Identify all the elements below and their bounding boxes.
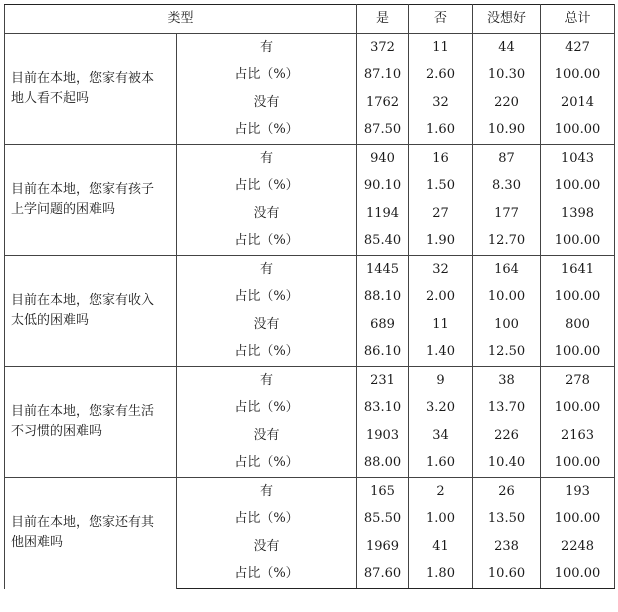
- table-row: [5, 367, 615, 395]
- row-label: 有: [177, 478, 357, 506]
- cell-undecided: 10.40: [473, 450, 541, 478]
- cell-yes: 940: [357, 145, 409, 173]
- question-text-line1: 目前在本地，您家还有其: [11, 515, 155, 531]
- cell-undecided: 38: [473, 367, 541, 395]
- row-label: 占比（%）: [177, 506, 357, 534]
- table-header-row: [5, 5, 615, 34]
- row-label: 没有: [177, 422, 357, 450]
- row-label: 占比（%）: [177, 117, 357, 145]
- cell-no: 1.60: [409, 450, 473, 478]
- cell-yes: 1445: [357, 256, 409, 284]
- cell-undecided: 226: [473, 422, 541, 450]
- cell-total: 100.00: [541, 117, 615, 145]
- cell-yes: 85.50: [357, 506, 409, 534]
- header-type: 类型: [5, 5, 357, 34]
- row-label: 占比（%）: [177, 173, 357, 201]
- question-text-line1: 目前在本地，您家有被本: [11, 71, 155, 86]
- question-cell: [5, 34, 177, 145]
- cell-no: 27: [409, 200, 473, 228]
- cell-undecided: 238: [473, 533, 541, 561]
- question-text-line2: 太低的困难吗: [11, 313, 90, 328]
- cell-no: 2: [409, 478, 473, 506]
- cell-undecided: 13.50: [473, 506, 541, 534]
- table-row: [5, 34, 615, 62]
- cell-total: 800: [541, 311, 615, 339]
- table-row: [5, 478, 615, 506]
- cell-no: 2.00: [409, 284, 473, 312]
- cell-total: 100.00: [541, 284, 615, 312]
- cell-total: 100.00: [541, 506, 615, 534]
- cell-total: 100.00: [541, 395, 615, 423]
- cell-undecided: 26: [473, 478, 541, 506]
- cell-no: 1.00: [409, 506, 473, 534]
- cell-undecided: 12.50: [473, 339, 541, 367]
- cell-undecided: 10.60: [473, 561, 541, 589]
- row-label: 占比（%）: [177, 395, 357, 423]
- cell-yes: 87.10: [357, 62, 409, 90]
- cell-yes: 1762: [357, 89, 409, 117]
- cell-yes: 90.10: [357, 173, 409, 201]
- cell-no: 1.40: [409, 339, 473, 367]
- cell-no: 32: [409, 89, 473, 117]
- question-text-line1: 目前在本地，您家有孩子: [11, 182, 155, 197]
- header-yes: 是: [357, 5, 409, 34]
- row-label: 有: [177, 145, 357, 173]
- cell-no: 9: [409, 367, 473, 395]
- difficulty-survey-table: [4, 4, 615, 589]
- cell-yes: 1969: [357, 533, 409, 561]
- cell-yes: 1903: [357, 422, 409, 450]
- cell-total: 278: [541, 367, 615, 395]
- row-label: 占比（%）: [177, 339, 357, 367]
- cell-undecided: 177: [473, 200, 541, 228]
- row-label: 有: [177, 256, 357, 284]
- cell-yes: 372: [357, 34, 409, 62]
- row-label: 没有: [177, 311, 357, 339]
- cell-no: 3.20: [409, 395, 473, 423]
- cell-no: 2.60: [409, 62, 473, 90]
- cell-total: 2248: [541, 533, 615, 561]
- cell-no: 1.80: [409, 561, 473, 589]
- cell-undecided: 100: [473, 311, 541, 339]
- cell-total: 2014: [541, 89, 615, 117]
- cell-yes: 85.40: [357, 228, 409, 256]
- row-label: 占比（%）: [177, 450, 357, 478]
- cell-undecided: 13.70: [473, 395, 541, 423]
- row-label: 没有: [177, 200, 357, 228]
- row-label: 占比（%）: [177, 228, 357, 256]
- cell-undecided: 10.90: [473, 117, 541, 145]
- cell-no: 34: [409, 422, 473, 450]
- row-label: 没有: [177, 533, 357, 561]
- cell-undecided: 44: [473, 34, 541, 62]
- cell-yes: 86.10: [357, 339, 409, 367]
- row-label: 占比（%）: [177, 62, 357, 90]
- question-cell: [5, 256, 177, 367]
- cell-yes: 231: [357, 367, 409, 395]
- cell-undecided: 220: [473, 89, 541, 117]
- cell-total: 100.00: [541, 450, 615, 478]
- cell-total: 427: [541, 34, 615, 62]
- cell-no: 1.50: [409, 173, 473, 201]
- cell-undecided: 87: [473, 145, 541, 173]
- question-cell: [5, 145, 177, 256]
- cell-yes: 87.60: [357, 561, 409, 589]
- question-text-line2: 他困难吗: [11, 535, 64, 551]
- cell-undecided: 12.70: [473, 228, 541, 256]
- cell-undecided: 164: [473, 256, 541, 284]
- cell-yes: 87.50: [357, 117, 409, 145]
- header-no: 否: [409, 5, 473, 34]
- cell-total: 100.00: [541, 62, 615, 90]
- cell-no: 16: [409, 145, 473, 173]
- cell-no: 11: [409, 34, 473, 62]
- cell-yes: 83.10: [357, 395, 409, 423]
- cell-no: 1.90: [409, 228, 473, 256]
- cell-no: 41: [409, 533, 473, 561]
- table-row: [5, 145, 615, 173]
- row-label: 占比（%）: [177, 561, 357, 589]
- question-text-line2: 地人看不起吗: [11, 91, 90, 106]
- question-cell: [5, 478, 177, 589]
- cell-total: 193: [541, 478, 615, 506]
- cell-undecided: 10.00: [473, 284, 541, 312]
- cell-yes: 88.00: [357, 450, 409, 478]
- cell-total: 100.00: [541, 561, 615, 589]
- row-label: 没有: [177, 89, 357, 117]
- row-label: 有: [177, 367, 357, 395]
- cell-total: 100.00: [541, 339, 615, 367]
- cell-no: 1.60: [409, 117, 473, 145]
- header-total: 总计: [541, 5, 615, 34]
- question-text-line2: 上学问题的困难吗: [11, 202, 116, 217]
- question-text-line1: 目前在本地，您家有收入: [11, 293, 155, 308]
- header-undecided: 没想好: [473, 5, 541, 34]
- question-text-line2: 不习惯的困难吗: [11, 424, 103, 439]
- cell-total: 2163: [541, 422, 615, 450]
- row-label: 占比（%）: [177, 284, 357, 312]
- cell-total: 1641: [541, 256, 615, 284]
- cell-total: 1398: [541, 200, 615, 228]
- cell-yes: 1194: [357, 200, 409, 228]
- cell-no: 11: [409, 311, 473, 339]
- cell-yes: 165: [357, 478, 409, 506]
- question-cell: [5, 367, 177, 478]
- cell-total: 100.00: [541, 173, 615, 201]
- cell-total: 100.00: [541, 228, 615, 256]
- question-text-line1: 目前在本地，您家有生活: [11, 404, 155, 419]
- row-label: 有: [177, 34, 357, 62]
- cell-undecided: 8.30: [473, 173, 541, 201]
- cell-undecided: 10.30: [473, 62, 541, 90]
- cell-yes: 689: [357, 311, 409, 339]
- table-body: [5, 34, 615, 589]
- table-row: [5, 256, 615, 284]
- cell-no: 32: [409, 256, 473, 284]
- cell-yes: 88.10: [357, 284, 409, 312]
- cell-total: 1043: [541, 145, 615, 173]
